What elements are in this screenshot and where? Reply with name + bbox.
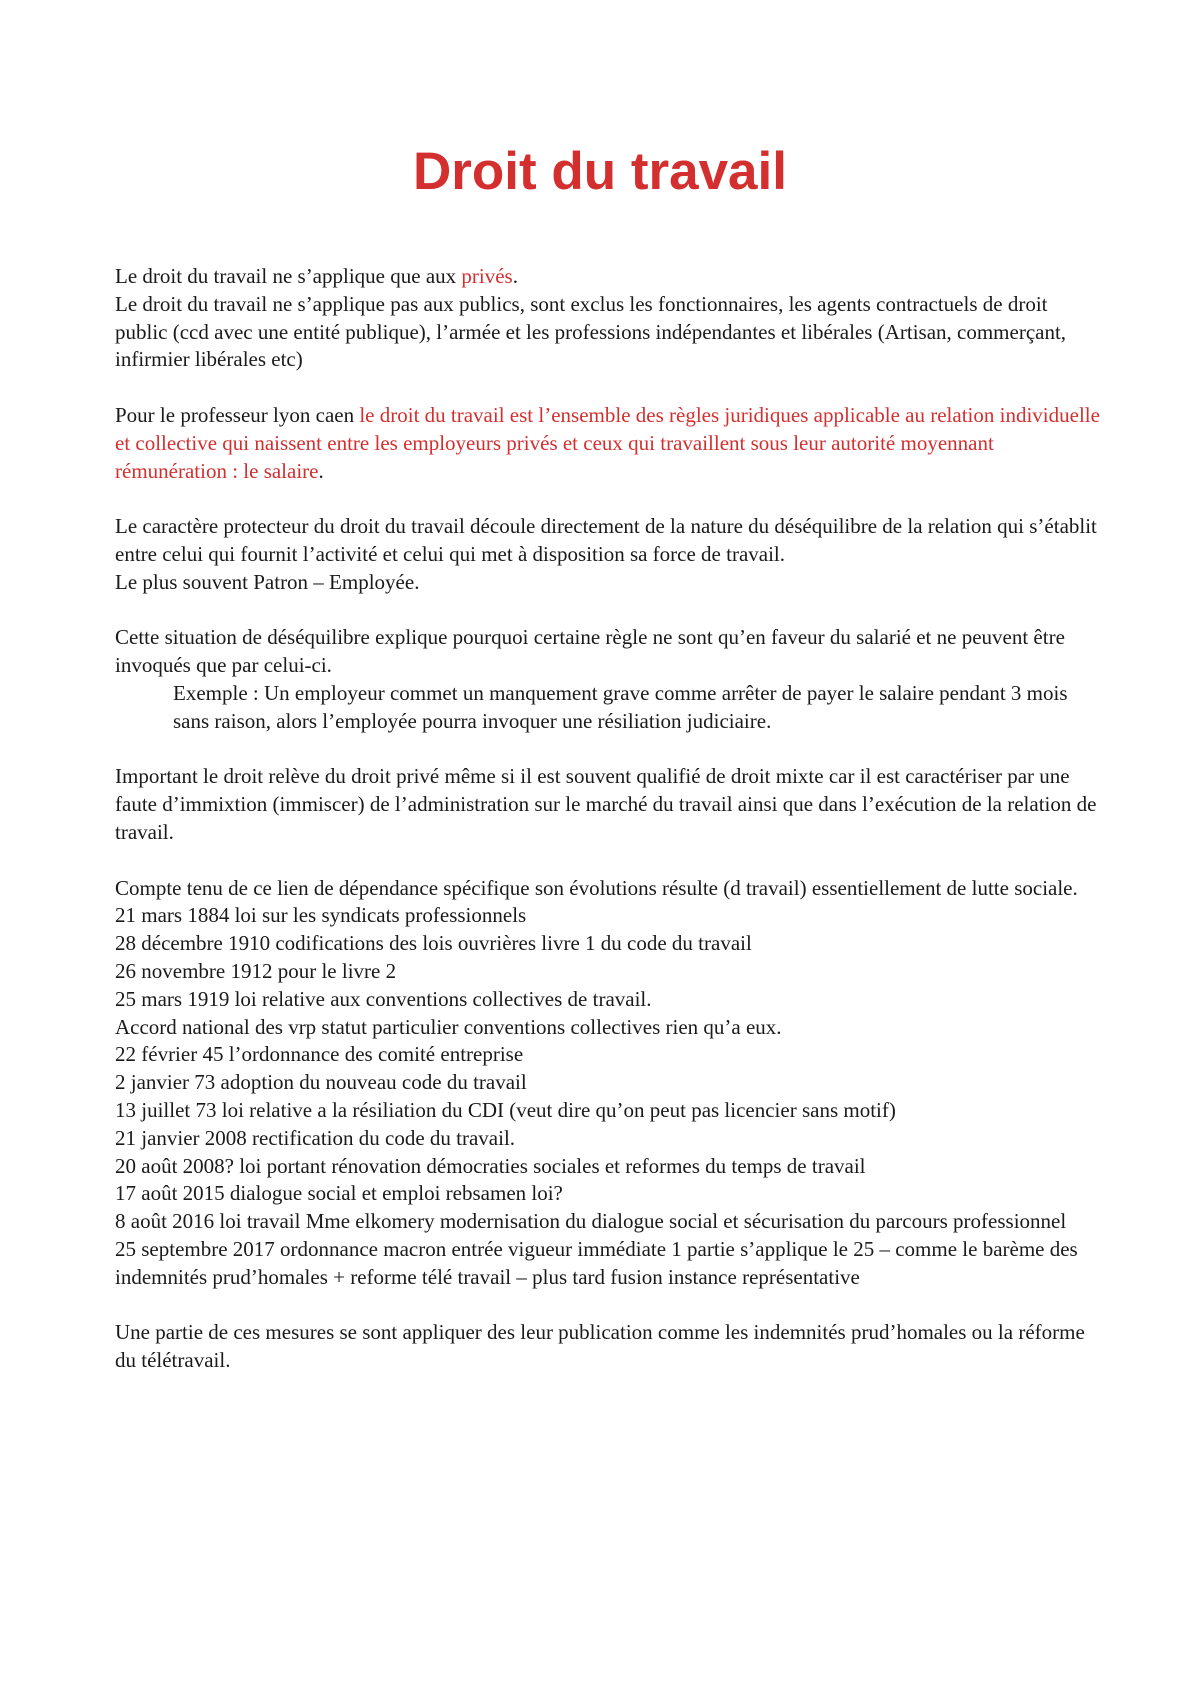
scope-text-suffix: .	[512, 264, 518, 288]
paragraph-gap	[115, 485, 1100, 513]
paragraph-example: Exemple : Un employeur commet un manquement grave comme arrêter de payer le salaire pendant 3 mois sans raison, alors l’employée pourra invoquer une résiliation judiciaire.	[173, 680, 1068, 733]
document-body	[115, 263, 1100, 1375]
paragraph-important: Important le droit relève du droit privé même si il est souvent qualifié de droit mixte car il est caractériser par une faute d’immixtion (immiscer) de l’administration sur le marché du travail ainsi que dans l’exécution de la relation de travail.	[115, 764, 1097, 844]
paragraph-evolution-intro: Compte tenu de ce lien de dépendance spécifique son évolutions résulte (d travail) essentiellement de lutte sociale.	[115, 875, 1078, 900]
definition-highlight: le droit du travail est l’ensemble des règles juridiques applicable au relation individuelle et collective qui naissent entre les employeurs privés et ceux qui travaillent sous leur autorité moyennant rémunération : le salaire	[115, 402, 1100, 483]
timeline-item: 25 mars 1919 loi relative aux conventions collectives de travail.	[115, 986, 652, 1011]
timeline-item: 22 février 45 l’ordonnance des comité entreprise	[115, 1042, 524, 1067]
definition-suffix: .	[318, 458, 324, 483]
paragraph-gap	[115, 736, 1100, 764]
paragraph-imbalance: Cette situation de déséquilibre explique pourquoi certaine règle ne sont qu’en faveur du salarié et ne peuvent être invoqués que par celui-ci.	[115, 625, 1065, 678]
timeline-item: 26 novembre 1912 pour le livre 2	[115, 958, 397, 983]
paragraph-gap	[115, 374, 1100, 402]
timeline-item: 8 août 2016 loi travail Mme elkomery modernisation du dialogue social et sécurisation du parcours professionnel	[115, 1209, 1067, 1234]
paragraph-scope-line1	[115, 263, 1100, 291]
paragraph-conclusion: Une partie de ces mesures se sont appliquer des leur publication comme les indemnités prud’homales ou la réforme du télétravail.	[115, 1320, 1085, 1373]
timeline-item: 20 août 2008? loi portant rénovation démocraties sociales et reformes du temps de travail	[115, 1153, 866, 1178]
scope-highlight-prives: privés	[461, 264, 513, 288]
paragraph-gap	[115, 597, 1100, 625]
timeline-item: 13 juillet 73 loi relative a la résiliation du CDI (veut dire qu’on peut pas licencier sans motif)	[115, 1097, 896, 1122]
paragraph-scope-exclusions: Le droit du travail ne s’applique pas aux publics, sont exclus les fonctionnaires, les agents contractuels de droit public (ccd avec une entité publique), l’armée et les professions indépendantes et libérales (Artisan, commerçant, infirmier libérales etc)	[115, 291, 1067, 372]
timeline-item: 21 janvier 2008 rectification du code du travail.	[115, 1125, 516, 1150]
paragraph-patron-employee: Le plus souvent Patron – Employée.	[115, 569, 420, 594]
timeline-item: 25 septembre 2017 ordonnance macron entrée vigueur immédiate 1 partie s’applique le 25 – comme le barème des indemnités prud’homales + reforme télé travail – plus tard fusion instance représentative	[115, 1236, 1078, 1289]
definition-prefix: Pour le professeur lyon caen	[115, 402, 360, 427]
paragraph-definition	[115, 402, 1100, 485]
scope-text-prefix: Le droit du travail ne s’applique que aux	[115, 264, 462, 288]
paragraph-gap	[115, 847, 1100, 875]
paragraph-gap	[115, 1291, 1100, 1319]
timeline-item: 21 mars 1884 loi sur les syndicats professionnels	[115, 903, 527, 928]
timeline-item: Accord national des vrp statut particulier conventions collectives rien qu’a eux.	[115, 1014, 782, 1039]
paragraph-protective-character: Le caractère protecteur du droit du travail découle directement de la nature du déséquilibre de la relation qui s’établit entre celui qui fournit l’activité et celui qui met à disposition sa force de travail.	[115, 514, 1097, 566]
timeline-item: 28 décembre 1910 codifications des lois ouvrières livre 1 du code du travail	[115, 931, 752, 956]
page-title: Droit du travail	[412, 142, 787, 201]
timeline-item: 2 janvier 73 adoption du nouveau code du travail	[115, 1070, 527, 1095]
timeline-item: 17 août 2015 dialogue social et emploi rebsamen loi?	[115, 1181, 563, 1206]
